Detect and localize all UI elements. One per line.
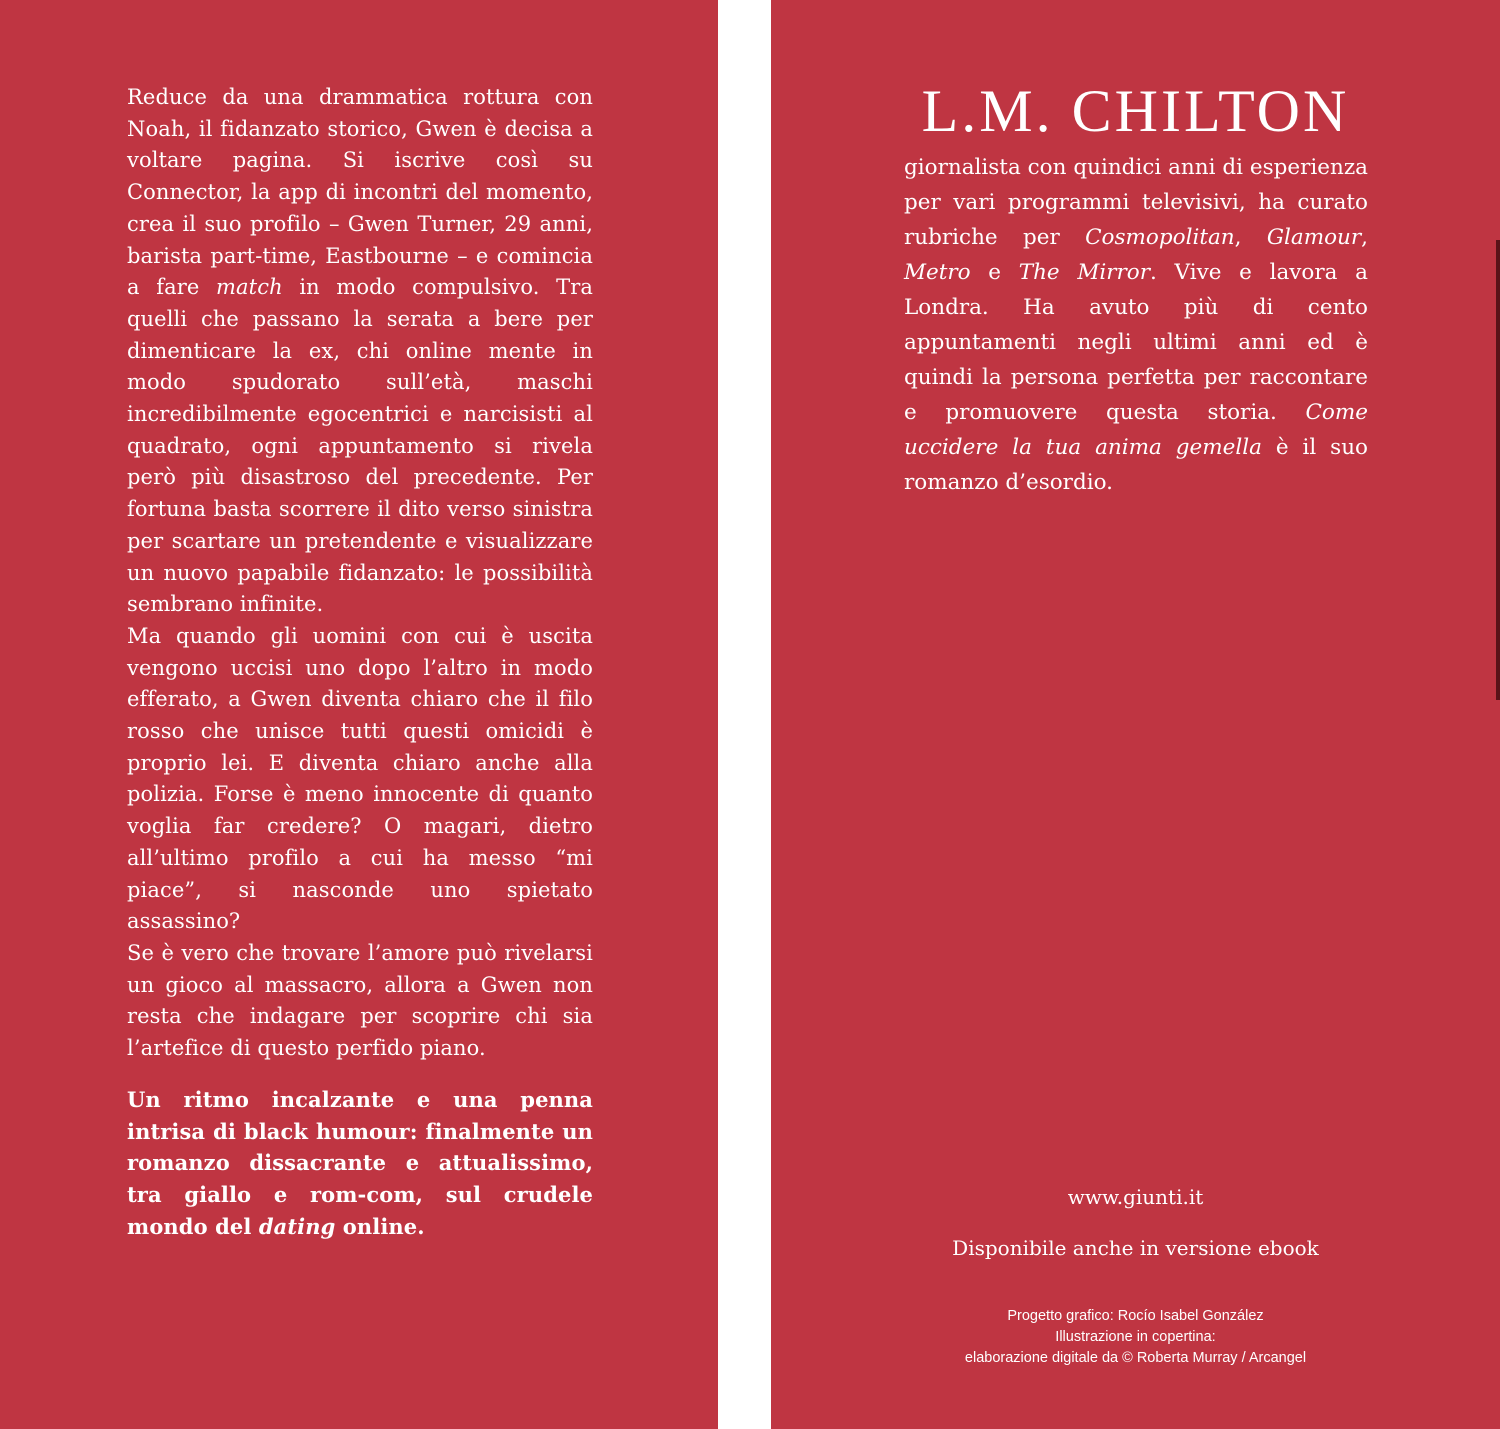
- credit-line: elaborazione digitale da © Roberta Murray / Arcangel: [964, 1350, 1307, 1366]
- design-credits: [771, 1306, 1500, 1369]
- back-flap: [0, 0, 718, 1429]
- synopsis-paragraph: Reduce da una drammatica rottura con Noah, il fidanzato storico, Gwen è decisa a voltare pagina. Si iscrive così su Connector, la app di incontri del momento, crea il suo profilo – Gwen Turner, 29 anni, barista part-time, Eastbourne – e comincia a fare match in modo compulsivo. Tra quelli che passano la serata a bere per dimenticare la ex, chi online mente in modo spudorato sull’età, maschi incredibilmente egocentrici e narcisisti al quadrato, ogni appuntamento si rivela però più disastroso del precedente. Per fortuna basta scorrere il dito verso sinistra per scartare un pretendente e visualizzare un nuovo papabile fidanzato: le possibilità sembrano infinite.: [127, 85, 593, 617]
- cover-edge-shadow: [1496, 240, 1500, 700]
- synopsis-paragraph: Se è vero che trovare l’amore può rivelarsi un gioco al massacro, allora a Gwen non resta che indagare per scoprire chi sia l’artefice di questo perfido piano.: [127, 940, 593, 1061]
- italic-run: match: [216, 275, 283, 300]
- tagline: Un ritmo incalzante e una penna intrisa di black humour: finalmente un romanzo dissacrante e attualissimo, tra giallo e rom-com, sul crudele mondo del dating online.: [127, 1086, 593, 1239]
- credit-line: Progetto grafico: Rocío Isabel González: [1007, 1308, 1264, 1324]
- italic-run: The Mirror: [1018, 260, 1151, 285]
- credit-line: Illustrazione in copertina:: [1055, 1329, 1216, 1345]
- italic-run: Cosmopolitan: [1085, 225, 1235, 250]
- front-flap: [771, 0, 1500, 1429]
- publisher-website: www.giunti.it: [1067, 1185, 1204, 1209]
- synopsis-text: [127, 82, 593, 1242]
- author-name: L.M. CHILTON: [921, 78, 1350, 144]
- author-bio: giornalista con quindici anni di esperienza per vari programmi televisivi, ha curato rubriche per Cosmopolitan, Glamour, Metro e The Mirror. Vive e lavora a Londra. Ha avuto più di cento appuntamenti negli ultimi anni ed è quindi la persona perfetta per raccontare e promuovere questa storia. Come uccidere la tua anima gemella è il suo romanzo d’esordio.: [904, 155, 1368, 495]
- ebook-notice: Disponibile anche in versione ebook: [952, 1236, 1319, 1260]
- synopsis-paragraph: Ma quando gli uomini con cui è uscita vengono uccisi uno dopo l’altro in modo efferato, a Gwen diventa chiaro che il filo rosso che unisce tutti questi omicidi è proprio lei. E diventa chiaro anche alla polizia. Forse è meno innocente di quanto voglia far credere? O magari, dietro all’ultimo profilo a cui ha messo “mi piace”, si nasconde uno spietato assassino?: [127, 623, 593, 934]
- italic-run: Metro: [904, 260, 971, 285]
- italic-run: Glamour: [1266, 225, 1362, 250]
- italic-run: dating: [258, 1213, 336, 1239]
- italic-run: Come uccidere la tua anima gemella: [904, 400, 1368, 460]
